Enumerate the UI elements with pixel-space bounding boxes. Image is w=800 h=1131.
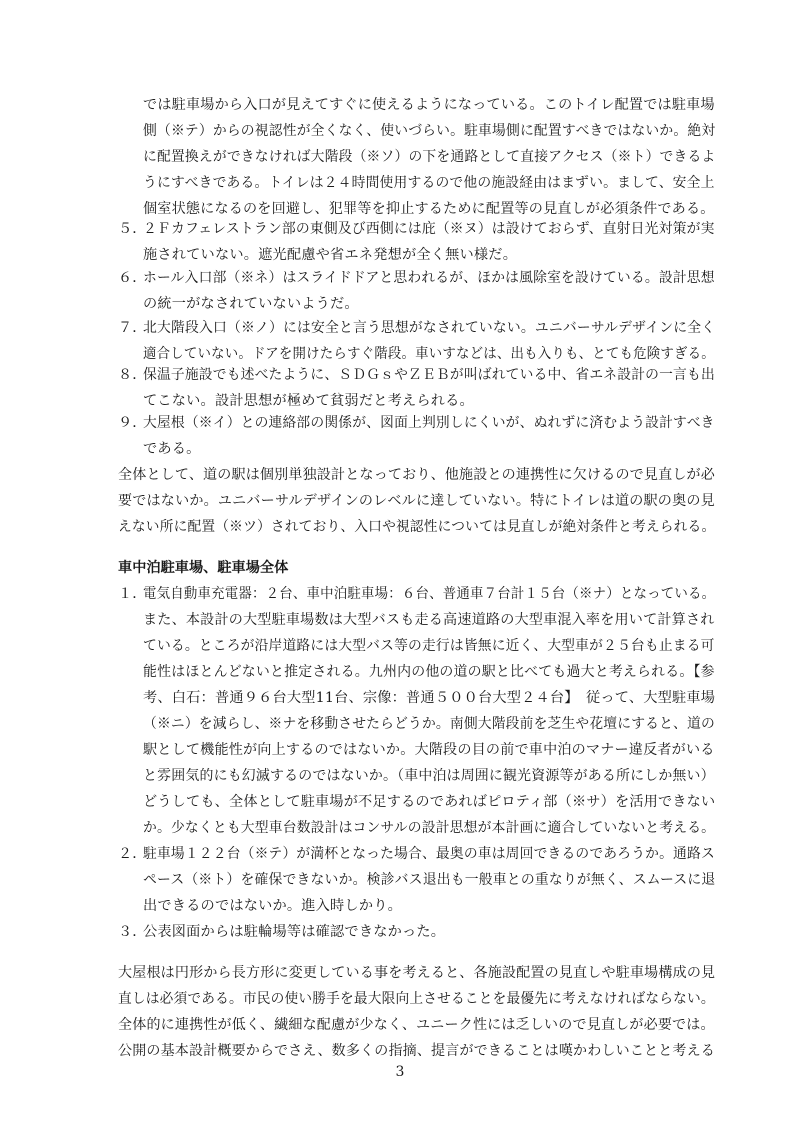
list-item-number: ７． [118,320,147,336]
list-item-number: ５． [118,221,147,237]
list-item-number: ９． [118,415,147,431]
text-line: 全体として、道の駅は個別単独設計となっており、他施設との連携性に欠けるので見直しが必 [118,467,715,483]
list-item-text: の統一がなされていないようだ。 [143,296,359,312]
text-line: 直しは必須である。市民の使い勝手を最大限向上させることを最優先に考えなければならない。 [118,991,715,1007]
list-item-text: 施されていない。遮光配慮や省エネ発想が全く無い様だ。 [143,247,518,263]
list-item-number: ２． [118,846,147,862]
text-line: 全体的に連携性が低く、繊細な配慮が少なく、ユニーク性には乏しいので見直しが必要では。 [118,1017,715,1033]
text-line: 大屋根は円形から長方形に変更している事を考えると、各施設配置の見直しや駐車場構成の見 [118,965,716,981]
list-item-text: と雰囲気的にも幻滅するのではないか。（車中泊は周囲に観光資源等がある所にしか無い） [143,768,715,784]
text-line: 要ではないか。ユニバーサルデザインのレベルに達していない。特にトイレは道の駅の奥の見 [118,493,715,509]
list-item-number: ６． [118,270,147,286]
list-item-text: 適合していない。ドアを開けたらすぐ階段。車いすなどは、出も入りも、とても危険すぎる。 [143,346,715,362]
section-heading: 車中泊駐車場、駐車場全体 [118,560,289,576]
list-item-text: どうしても、全体として駐車場が不足するのであればピロティ部（※サ）を活用できない [143,794,716,810]
list-item-text: 保温子施設でも述べたように、ＳＤＧｓやＺＥＢが叫ばれている中、省エネ設計の一言も出 [143,367,715,383]
text-line: えない所に配置（※ツ）されており、入口や視認性については見直しが絶対条件と考えられる。 [118,519,716,535]
list-item-text: ２Ｆカフェレストラン部の東側及び西側には庇（※ヌ）は設けておらず、直射日光対策が実 [143,221,715,237]
list-item-number: ３． [118,924,147,940]
list-item-text: 考、白石：普通９６台大型11台、宗像：普通５００台大型２４台】 従って、大型駐車場 [143,690,716,706]
page-number: 3 [395,1064,405,1080]
text-line: 個室状態になるのを回避し、犯罪等を抑止するために配置等の見直しが必須条件である。 [143,201,715,217]
list-item-text: 能性はほとんどないと推定される。九州内の他の道の駅と比べても過大と考えられる。【参 [143,664,715,680]
text-line: では駐車場から入口が見えてすぐに使えるようになっている。このトイレ配置では駐車場 [143,97,715,113]
list-item-text: また、本設計の大型駐車場数は大型バスも走る高速道路の大型車混入率を用いて計算され [143,612,715,628]
list-item-text: か。少なくとも大型車台数設計はコンサルの設計思想が本計画に適合していないと考える。 [143,820,716,836]
list-item-text: 電気自動車充電器：２台、車中泊駐車場：６台、普通車７台計１５台（※ナ）となっている。 [143,586,716,602]
list-item-text: ホール入口部（※ネ）はスライドドアと思われるが、ほかは風除室を設けている。設計思想 [143,270,715,286]
list-item-text: 出できるのではないか。進入時しかり。 [143,898,402,914]
list-item-number: ８． [118,367,147,383]
text-line: 側（※テ）からの視認性が全くなく、使いづらい。駐車場側に配置すべきではないか。絶対 [143,123,716,139]
list-item-text: 駐車場１２２台（※テ）が満杯となった場合、最奥の車は周回できるのであろうか。通路ス [143,846,715,862]
list-item-text: 大屋根（※イ）との連絡部の関係が、図面上判別しにくいが、ぬれずに済むよう設計すべき [143,415,715,431]
text-line: に配置換えができなければ大階段（※ソ）の下を通路として直接アクセス（※ト）できるよ [143,149,716,165]
list-item-text: ペース（※ト）を確保できないか。検診バス退出も一般車との重なりが無く、スムースに退 [143,872,716,888]
list-item-text: 公表図面からは駐輪場等は確認できなかった。 [143,924,446,940]
list-item-text: 北大階段入口（※ノ）には安全と言う思想がなされていない。ユニバーサルデザインに全く [143,320,716,336]
list-item-text: である。 [143,441,201,457]
list-item-number: １． [118,586,147,602]
text-line: 公開の基本設計概要からでさえ、数多くの指摘、提言ができることは嘆かわしいことと考える [118,1043,716,1059]
list-item-text: ている。ところが沿岸道路には大型バス等の走行は皆無に近く、大型車が２５台も止まる可 [143,638,715,654]
list-item-text: （※ニ）を減らし、※ナを移動させたらどうか。南側大階段前を芝生や花壇にすると、道の [143,716,715,732]
list-item-text: てこない。設計思想が極めて貧弱だと考えられる。 [143,393,474,409]
list-item-text: 駅として機能性が向上するのではないか。大階段の目の前で車中泊のマナー違反者がいる [143,742,715,758]
text-line: うにすべきである。トイレは２４時間使用するので他の施設経由はまずい。まして、安全上 [143,175,715,191]
